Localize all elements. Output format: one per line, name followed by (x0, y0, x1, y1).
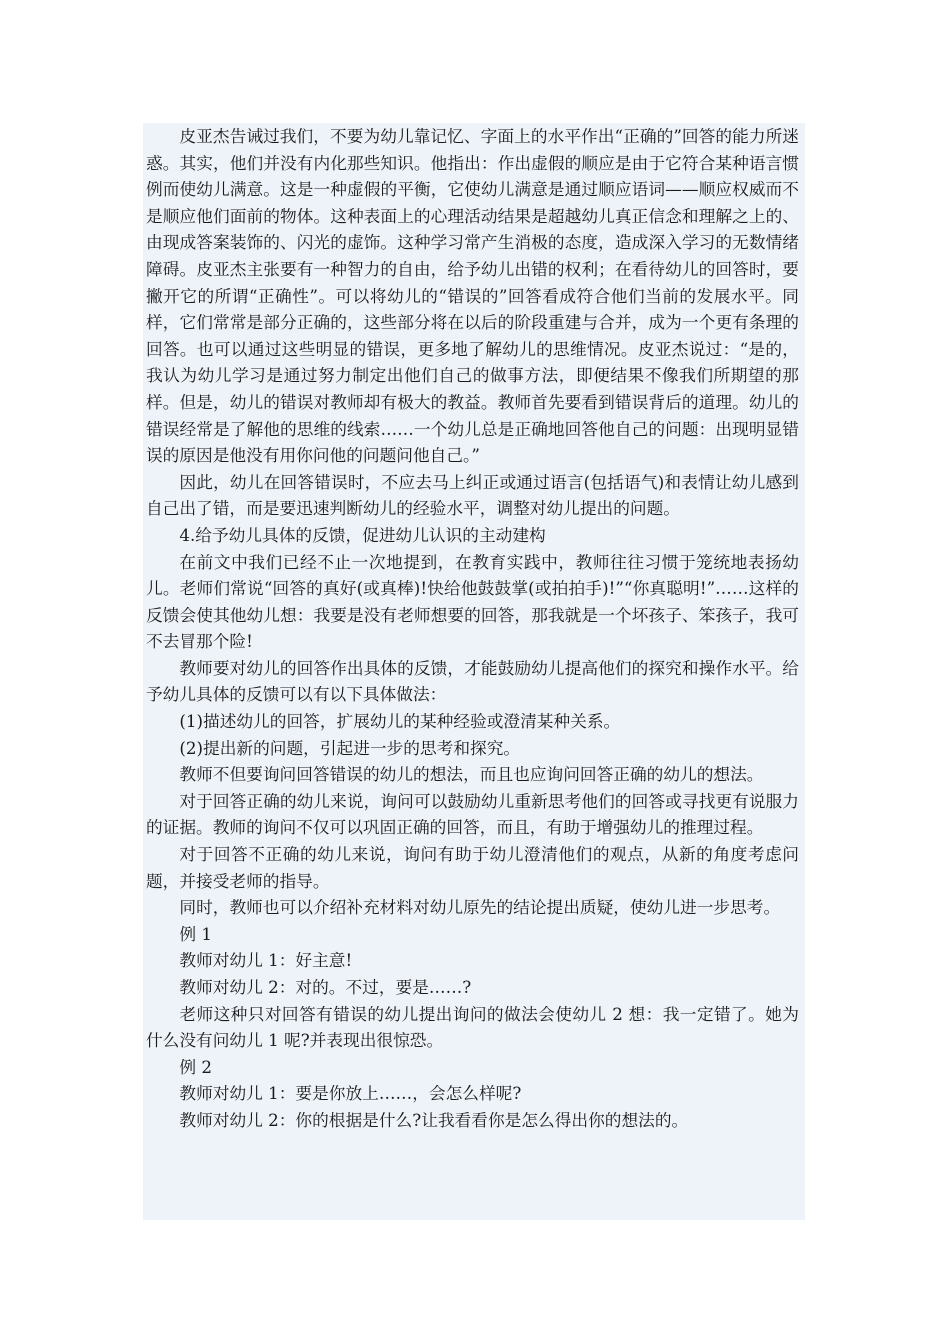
paragraph-correct-answers: 对于回答正确的幼儿来说，询问可以鼓励幼儿重新思考他们的回答或寻找更有说服力的证据。教师的询问不仅可以巩固正确的回答，而且，有助于增强幼儿的推理过程。 (146, 790, 799, 838)
example-2-line-2: 教师对幼儿 2：你的根据是什么?让我看看你是怎么得出你的想法的。 (179, 1109, 689, 1130)
example-1-label: 例 1 (179, 923, 212, 944)
paragraph-ask-both: 教师不但要询问回答错误的幼儿的想法，而且也应询问回答正确的幼儿的想法。 (179, 764, 764, 785)
paragraph-piaget-quote: 皮亚杰告诫过我们，不要为幼儿靠记忆、字面上的水平作出“正确的”回答的能力所迷惑。其实，他们并没有内化那些知识。他指出：作出虚假的顺应是由于它符合某种语言惯例而使幼儿满意。这是一种虚假的平衡，它使幼儿满意是通过顺应语词——顺应权威而不是顺应他们面前的物体。这种表面上的心理活动结果是超越幼儿真正信念和理解之上的、由现成答案装饰的、闪光的虚饰。这种学习常产生消极的态度，造成深入学习的无数情绪障碍。皮亚杰主张要有一种智力的自由，给予幼儿出错的权利；在看待幼儿的回答时，要撇开它的所谓“正确性”。可以将幼儿的“错误的”回答看成符合他们当前的发展水平。同样，它们常常是部分正确的，这些部分将在以后的阶段重建与合并，成为一个更有条理的回答。也可以通过这些明显的错误，更多地了解幼儿的思维情况。皮亚杰说过：“是的，我认为幼儿学习是通过努力制定出他们自己的做事方法，即便结果不像我们所期望的那样。但是，幼儿的错误对教师却有极大的教益。教师首先要看到错误背后的道理。幼儿的错误经常是了解他的思维的线索……一个幼儿总是正确地回答他自己的问题：出现明显错误的原因是他没有用你问他的问题问他自己。” (146, 126, 799, 466)
list-item-2: (2)提出新的问题，引起进一步的思考和探究。 (179, 737, 521, 758)
example-2-label: 例 2 (179, 1056, 212, 1077)
example-2-line-1: 教师对幼儿 1：要是你放上……，会怎么样呢? (179, 1083, 522, 1104)
list-item-1: (1)描述幼儿的回答，扩展幼儿的某种经验或澄清某种关系。 (179, 711, 621, 732)
paragraph-specific-feedback: 教师要对幼儿的回答作出具体的反馈，才能鼓励幼儿提高他们的探究和操作水平。给予幼儿具体的反馈可以有以下具体做法： (146, 657, 799, 705)
example-1-comment: 老师这种只对回答有错误的幼儿提出询问的做法会使幼儿 2 想：我一定错了。她为什么没有问幼儿 1 呢?并表现出很惊恐。 (146, 1003, 799, 1051)
section-heading-4: 4.给予幼儿具体的反馈，促进幼儿认识的主动建构 (179, 524, 546, 545)
paragraph-correction-advice: 因此，幼儿在回答错误时，不应去马上纠正或通过语言(包括语气)和表情让幼儿感到自己出了错，而是要迅速判断幼儿的经验水平，调整对幼儿提出的问题。 (146, 471, 799, 519)
text-block (143, 123, 805, 1220)
paragraph-supplementary: 同时，教师也可以介绍补充材料对幼儿原先的结论提出质疑，使幼儿进一步思考。 (179, 897, 781, 918)
example-1-line-2: 教师对幼儿 2：对的。不过，要是……? (179, 977, 472, 997)
paragraph-incorrect-answers: 对于回答不正确的幼儿来说，询问有助于幼儿澄清他们的观点，从新的角度考虑问题，并接受老师的指导。 (146, 844, 799, 891)
text-body (143, 123, 805, 1134)
paragraph-general-praise: 在前文中我们已经不止一次地提到，在教育实践中，教师往往习惯于笼统地表扬幼儿。老师们常说“回答的真好(或真棒)!快给他鼓鼓掌(或拍拍手)!”“你真聪明!”……这样的反馈会使其他幼儿想：我要是没有老师想要的回答，那我就是一个坏孩子、笨孩子，我可不去冒那个险! (146, 551, 799, 652)
example-1-line-1: 教师对幼儿 1：好主意! (179, 950, 353, 971)
